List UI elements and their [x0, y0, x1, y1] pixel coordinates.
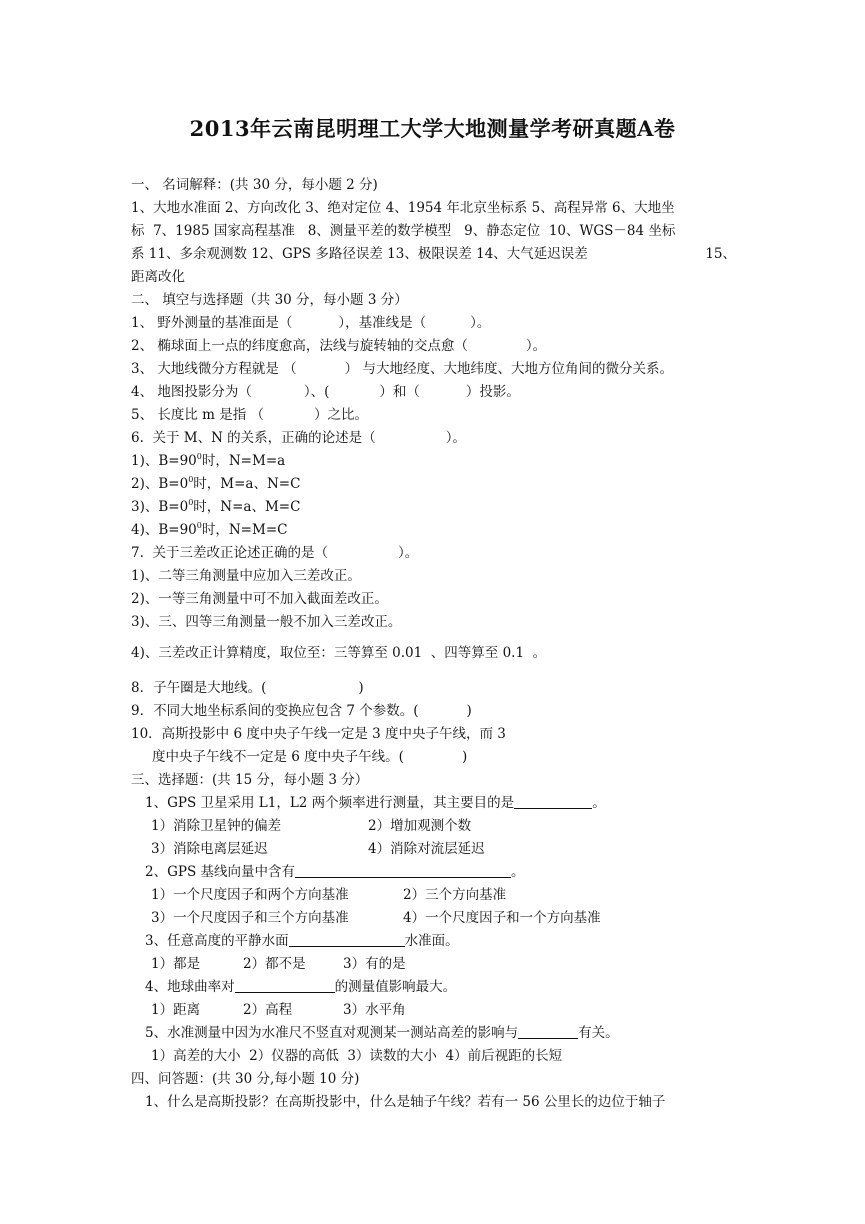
option-text: 时，N=a、M=C	[193, 499, 301, 515]
q3-text-a: 3、 大地线微分方程就是 （	[131, 361, 297, 377]
answer-underline	[295, 863, 511, 878]
answer-underline	[235, 978, 335, 993]
s3-q1-option-3: 3）消除电离层延迟	[151, 841, 268, 857]
degree-mark: 0	[188, 498, 194, 507]
s1-line-3-main: 系 11、多余观测数 12、GPS 多路径误差 13、极限误差 14、大气延迟误差	[131, 246, 588, 262]
q6-option-1	[131, 452, 285, 470]
s3-question-2	[145, 863, 525, 881]
s3-question-5	[145, 1024, 619, 1042]
s3-question-3	[145, 932, 459, 950]
q1-text-b: 。	[592, 795, 606, 811]
q8-text-a: 8．子午圈是大地线。(	[131, 680, 267, 696]
s3-q1-option-2: 2）增加观测个数	[368, 818, 472, 834]
q7-option-4: 4)、三差改正计算精度，取位至：三等算至 0.01 、四等算至 0.1 。	[131, 645, 547, 661]
q5-text-b: ）之比。	[314, 407, 369, 423]
s3-q4-option-3: 3）水平角	[343, 1002, 406, 1018]
degree-mark: 0	[196, 452, 202, 461]
q1-text-b: ），基准线是（	[338, 315, 427, 331]
s1-line-3-end: 15、	[705, 246, 736, 262]
s2-question-10: 10．高斯投影中 6 度中央子午线一定是 3 度中央子午线，而 3	[131, 726, 506, 742]
q10-text-b: 度中央子午线不一定是 6 度中央子午线。(	[152, 749, 404, 765]
degree-mark: 0	[188, 475, 194, 484]
q3-text-a: 3、任意高度的平静水面	[145, 933, 289, 949]
s3-question-4	[145, 978, 456, 996]
degree-mark: 0	[196, 521, 202, 530]
q7-text-b: ）。	[397, 545, 419, 561]
q7-option-3: 3)、三、四等三角测量一般不加入三差改正。	[131, 614, 402, 630]
q5-text-a: 5、水准测量中因为水准尺不竖直对观测某一测站高差的影响与	[145, 1025, 519, 1041]
q7-option-2: 2)、一等三角测量中可不加入截面差改正。	[131, 591, 388, 607]
q2-text-a: 2、 椭球面上一点的纬度愈高，法线与旋转轴的交点愈（	[131, 338, 468, 354]
q2-text-b: ）。	[525, 338, 547, 354]
s3-question-1	[145, 794, 606, 812]
q4-text-a: 4、地球曲率对	[145, 979, 235, 995]
q1-text-c: ）。	[470, 315, 491, 331]
q5-text-a: 5、 长度比 m 是指 （	[131, 407, 265, 423]
option-text: 时，N=M=C	[201, 522, 288, 538]
s1-line-4: 距离改化	[131, 269, 185, 285]
q3-text-b: ） 与大地经度、大地纬度、大地方位角间的微分关系。	[344, 361, 673, 377]
s2-question-1	[131, 314, 490, 332]
q4-text-d: ）投影。	[465, 384, 520, 400]
q6-text-a: 6. 关于 M、N 的关系，正确的论述是（	[131, 430, 376, 446]
q7-text-a: 7. 关于三差改正论述正确的是（	[131, 545, 328, 561]
q4-text-c: ）和（	[379, 384, 420, 400]
s3-q1-option-4: 4）消除对流层延迟	[368, 841, 485, 857]
option-text: 3)、B=0	[131, 499, 189, 515]
option-text: 2)、B=0	[131, 476, 189, 492]
option-text: 1)、B=90	[131, 453, 197, 469]
q5-text-b: 有关。	[578, 1025, 619, 1041]
option-text: 时，N=M=a	[201, 453, 286, 469]
s3-q4-option-1: 1）距离	[151, 1002, 201, 1018]
s3-q2-option-4: 4）一个尺度因子和一个方向基准	[403, 910, 601, 926]
answer-underline	[514, 794, 592, 809]
q10-text-c: )	[461, 749, 468, 765]
q6-option-3	[131, 498, 300, 516]
page-title: 2013年云南昆明理工大学大地测量学考研真题A卷	[189, 116, 676, 141]
s3-q3-option-3: 3）有的是	[343, 956, 406, 972]
q4-text-a: 4、 地图投影分为（	[131, 384, 252, 400]
answer-underline	[518, 1024, 578, 1039]
s3-q3-option-2: 2）都不是	[243, 956, 306, 972]
q6-option-2	[131, 475, 300, 493]
q2-text-a: 2、GPS 基线向量中含有	[145, 864, 295, 880]
s2-question-7	[131, 544, 418, 562]
option-text: 4)、B=90	[131, 522, 197, 538]
s2-question-4	[131, 383, 520, 401]
section-3-header: 三、选择题：(共 15 分，每小题 3 分）	[131, 772, 369, 788]
s1-line-1: 1、大地水准面 2、方向改化 3、绝对定位 4、1954 年北京坐标系 5、高程异常 6、大地坐	[131, 200, 675, 216]
s3-q3-option-1: 1）都是	[151, 956, 201, 972]
s2-question-3	[131, 360, 673, 378]
q9-text-a: 9．不同大地坐标系间的变换应包含 7 个参数。(	[131, 703, 419, 719]
q4-text-b: 的测量值影响最大。	[334, 979, 457, 995]
q2-text-b: 。	[511, 864, 525, 880]
s2-question-8	[131, 679, 364, 697]
q9-text-b: )	[466, 703, 472, 719]
section-1-header: 一、 名词解释：(共 30 分，每小题 2 分)	[131, 177, 378, 193]
q6-text-b: ）。	[445, 430, 466, 446]
q3-text-b: 水准面。	[404, 933, 459, 949]
s1-line-3	[131, 245, 736, 263]
s2-question-6	[131, 429, 466, 447]
s3-q1-option-1: 1）消除卫星钟的偏差	[151, 818, 282, 834]
s2-question-9	[131, 702, 472, 720]
s3-q2-option-1: 1）一个尺度因子和两个方向基准	[151, 887, 349, 903]
s1-line-2: 标 7、1985 国家高程基准 8、测量平差的数学模型 9、静态定位 10、WGS－84 坐标	[131, 223, 676, 239]
section-2-header: 二、 填空与选择题（共 30 分，每小题 3 分）	[131, 292, 408, 308]
q1-text-a: 1、GPS 卫星采用 L1，L2 两个频率进行测量，其主要目的是	[145, 795, 515, 811]
s3-q4-option-2: 2）高程	[243, 1002, 293, 1018]
q1-text-a: 1、 野外测量的基准面是（	[131, 315, 293, 331]
q6-option-4	[131, 521, 287, 539]
s2-question-2	[131, 337, 546, 355]
s2-question-5	[131, 406, 368, 424]
s3-q2-option-2: 2）三个方向基准	[403, 887, 507, 903]
q7-option-1: 1)、二等三角测量中应加入三差改正。	[131, 568, 361, 584]
s3-q5-options: 1）高差的大小 2）仪器的高低 3）读数的大小 4）前后视距的长短	[151, 1048, 563, 1064]
s3-q2-option-3: 3）一个尺度因子和三个方向基准	[151, 910, 349, 926]
section-4-header: 四、问答题：(共 30 分,每小题 10 分)	[131, 1071, 360, 1087]
option-text: 时，M=a、N=C	[193, 476, 301, 492]
q8-text-b: )	[358, 680, 364, 696]
answer-underline	[289, 932, 405, 947]
s4-question-1: 1、什么是高斯投影？在高斯投影中，什么是轴子午线？若有一 56 公里长的边位于轴子	[145, 1094, 666, 1110]
s2-question-10-cont	[152, 748, 467, 766]
q4-text-b: ）、(	[303, 384, 330, 400]
